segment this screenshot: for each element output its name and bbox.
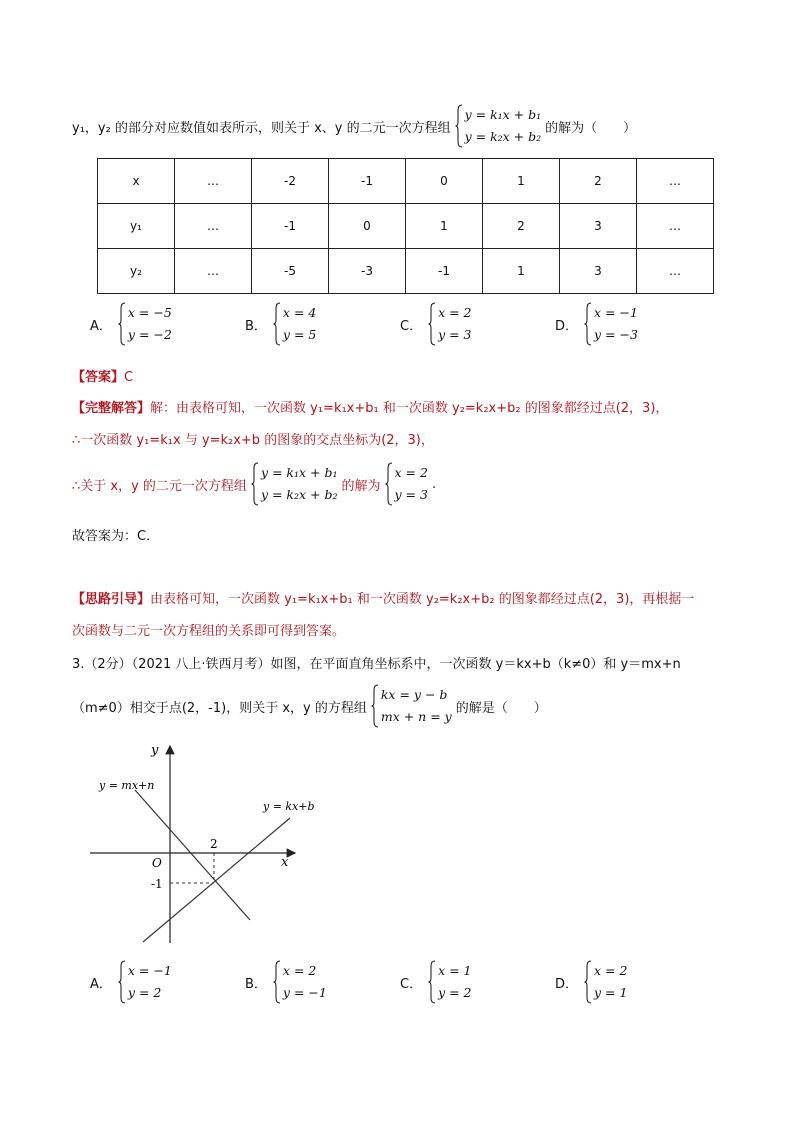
brace-icon	[118, 960, 126, 1004]
table-cell: 1	[483, 159, 560, 204]
table-cell: 1	[406, 204, 483, 249]
option-system: x = 2 y = −1	[273, 960, 327, 1004]
table-cell: 2	[560, 159, 637, 204]
table-cell: 0	[406, 159, 483, 204]
brace-icon	[118, 302, 126, 346]
table-cell: …	[175, 204, 252, 249]
table-cell: 0	[329, 204, 406, 249]
question3-system: kx = y − b mx + n = y	[371, 684, 452, 728]
brace-icon	[455, 104, 463, 148]
solution-system: y = k₁x + b₁ y = k₂x + b₂	[251, 462, 338, 506]
table-cell: -5	[252, 249, 329, 294]
line-label-kx-b: y = kx+b	[263, 800, 315, 813]
coordinate-graph	[85, 738, 325, 948]
table-cell: -1	[252, 204, 329, 249]
option-label: A．	[90, 318, 112, 334]
brace-icon	[428, 960, 436, 1004]
option-label: C．	[400, 318, 423, 334]
option-label: D．	[555, 976, 579, 992]
table-cell: 3	[560, 249, 637, 294]
origin-label: O	[152, 856, 162, 870]
values-table	[97, 158, 714, 294]
option-a[interactable]	[90, 302, 172, 346]
option-system: x = −1 y = −3	[584, 302, 638, 346]
question2-stem-pre: y₁，y₂ 的部分对应数值如表所示，则关于 x、y 的二元一次方程组	[72, 120, 451, 136]
option-c[interactable]	[400, 302, 472, 346]
solution-line-2: ∴一次函数 y₁=k₁x 与 y=k₂x+b 的图象的交点坐标为(2，3)，	[72, 433, 434, 448]
brace-icon	[584, 960, 592, 1004]
brace-icon	[273, 302, 281, 346]
table-cell: 3	[560, 204, 637, 249]
table-cell: 2	[483, 204, 560, 249]
hint-line-2: 次函数与二元一次方程组的关系即可得到答案。	[72, 624, 346, 639]
answer-line	[72, 366, 133, 385]
table-cell: y₁	[98, 204, 175, 249]
option-label: B．	[245, 318, 267, 334]
option-system: x = −5 y = −2	[118, 302, 172, 346]
option-label: D．	[555, 318, 579, 334]
table-row	[98, 249, 714, 294]
table-cell: 1	[483, 249, 560, 294]
tick-y-label: -1	[151, 877, 163, 891]
table-cell: …	[637, 204, 714, 249]
table-cell: -2	[252, 159, 329, 204]
hint-line-1: 【思路引导】由表格可知，一次函数 y₁=k₁x+b₁ 和一次函数 y₂=k₂x+b₂ 的图象都经过点(2，3)，再根据一	[72, 592, 695, 607]
option-label: B．	[245, 976, 267, 992]
option-label: A．	[90, 976, 112, 992]
hint-tag: 【思路引导】	[72, 592, 151, 607]
line-label-mx-n: y = mx+n	[99, 779, 155, 792]
table-cell: -1	[406, 249, 483, 294]
table-cell: x	[98, 159, 175, 204]
solution-line-3: ∴关于 x，y 的二元一次方程组 y = k₁x + b₁ y = k₂x + b₂ 的解为 x = 2 y = 3 .	[72, 462, 436, 506]
brace-icon	[428, 302, 436, 346]
option-b[interactable]	[245, 302, 316, 346]
option-system: x = −1 y = 2	[118, 960, 172, 1004]
table-cell: …	[175, 159, 252, 204]
table-cell: y₂	[98, 249, 175, 294]
table-row	[98, 159, 714, 204]
table-cell: …	[175, 249, 252, 294]
option-d[interactable]	[555, 960, 627, 1004]
answer-tag: 【答案】	[72, 370, 125, 385]
solution-line-1: 【完整解答】解：由表格可知，一次函数 y₁=k₁x+b₁ 和一次函数 y₂=k₂x+b₂ 的图象都经过点(2，3)，	[72, 401, 669, 416]
solution-line-4: 故答案为：C．	[72, 529, 160, 544]
option-b[interactable]	[245, 960, 327, 1004]
option-d[interactable]	[555, 302, 638, 346]
option-a[interactable]	[90, 960, 172, 1004]
table-cell: -3	[329, 249, 406, 294]
brace-icon	[251, 462, 259, 506]
brace-icon	[371, 684, 379, 728]
brace-icon	[385, 462, 393, 506]
tick-x-label: 2	[210, 837, 218, 851]
table-cell: -1	[329, 159, 406, 204]
solution-tag: 【完整解答】	[72, 401, 151, 416]
option-system: x = 2 y = 3	[428, 302, 471, 346]
table-cell: …	[637, 159, 714, 204]
brace-icon	[273, 960, 281, 1004]
question3-line-1: 3.（2分）（2021 八上·铁西月考）如图，在平面直角坐标系中，一次函数 y＝kx+b（k≠0）和 y＝mx+n	[72, 657, 681, 672]
table-cell: …	[637, 249, 714, 294]
x-axis-label: x	[281, 855, 289, 870]
answer-value: C	[124, 370, 134, 385]
option-system: x = 2 y = 1	[584, 960, 627, 1004]
option-system: x = 1 y = 2	[428, 960, 471, 1004]
option-system: x = 4 y = 5	[273, 302, 316, 346]
question3-line-2: （m≠0）相交于点(2，-1)，则关于 x，y 的方程组 kx = y − b mx + n = y 的解是（ ）	[72, 684, 547, 728]
brace-icon	[584, 302, 592, 346]
option-c[interactable]	[400, 960, 472, 1004]
solution-result: x = 2 y = 3	[385, 462, 428, 506]
option-label: C．	[400, 976, 423, 992]
question2-system: y = k₁x + b₁ y = k₂x + b₂	[455, 104, 542, 148]
y-axis-label: y	[151, 743, 159, 758]
question2-stem	[72, 104, 636, 148]
question2-stem-post: 的解为（ ）	[545, 120, 637, 136]
table-row	[98, 204, 714, 249]
